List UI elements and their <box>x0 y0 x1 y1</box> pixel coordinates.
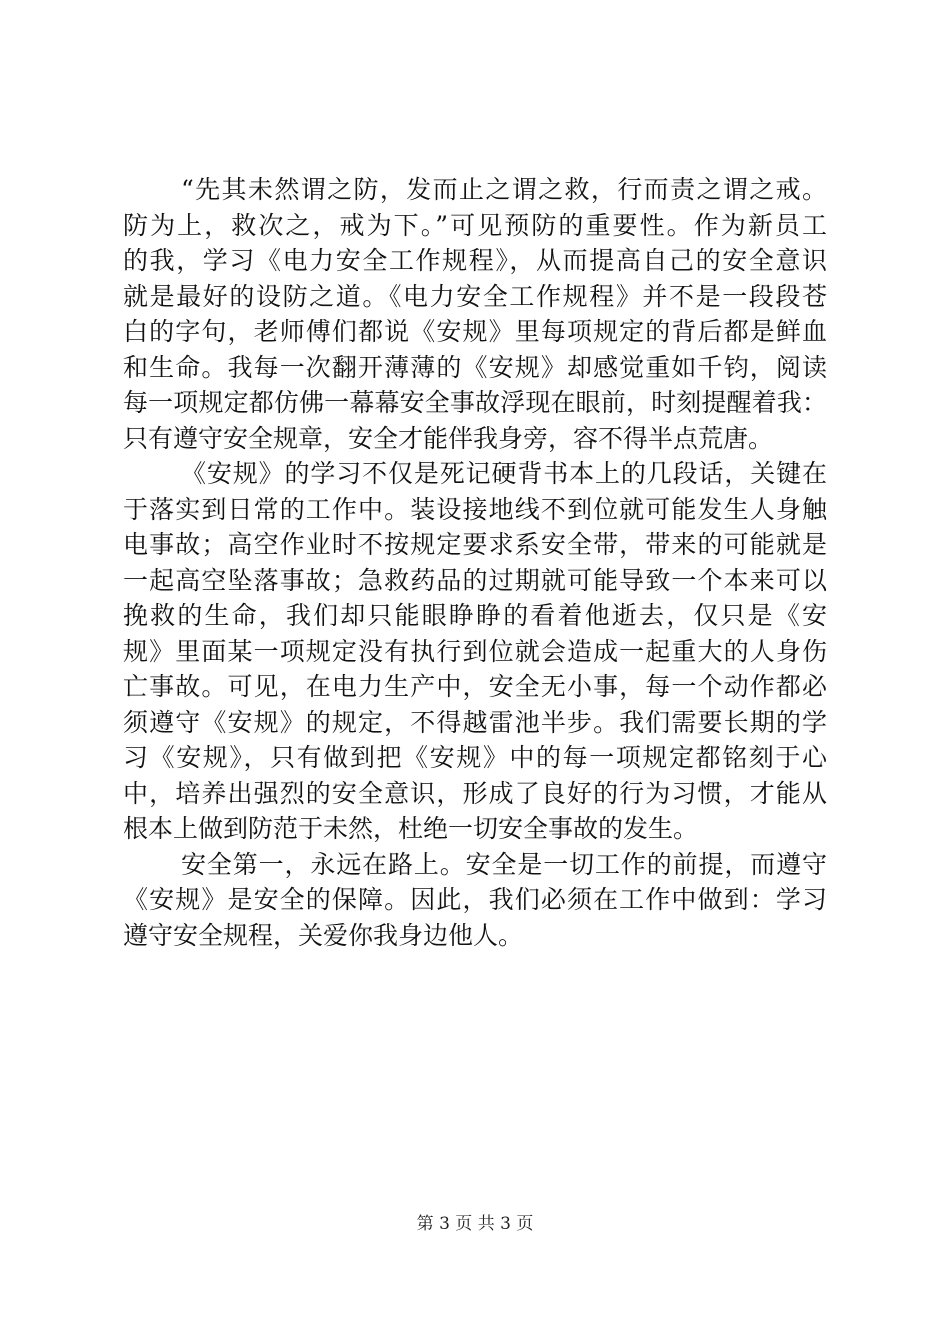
text-line: 每一项规定都仿佛一幕幕安全事故浮现在眼前，时刻提醒着我： <box>123 388 827 417</box>
text-line: 安全第一，永远在路上。安全是一切工作的前提，而遵守 <box>181 849 827 879</box>
text-line: 中，培养出强烈的安全意识，形成了良好的行为习惯，才能从 <box>123 778 827 808</box>
text-line: 规》里面某一项规定没有执行到位就会造成一起重大的人身伤 <box>123 636 827 666</box>
text-line: 《安规》的学习不仅是死记硬背书本上的几段话，关键在 <box>181 459 827 488</box>
text-line: 的我，学习《电力安全工作规程》，从而提高自己的安全意识 <box>123 246 827 275</box>
text-line: 白的字句，老师傅们都说《安规》里每项规定的背后都是鲜血 <box>123 317 827 346</box>
paragraph-3 <box>123 847 827 954</box>
document-body <box>123 172 827 953</box>
text-line: 遵守安全规程，关爱你我身边他人。 <box>123 920 524 950</box>
page-footer <box>0 1212 950 1236</box>
text-line: 于落实到日常的工作中。装设接地线不到位就可能发生人身触 <box>123 494 827 524</box>
text-line: 防为上，救次之，戒为下。”可见预防的重要性。作为新员工 <box>123 210 827 240</box>
text-line: 根本上做到防范于未然，杜绝一切安全事故的发生。 <box>123 814 699 843</box>
text-line: 就是最好的设防之道。《电力安全工作规程》并不是一段段苍 <box>123 281 827 311</box>
text-line: “先其未然谓之防，发而止之谓之救，行而责之谓之戒。 <box>181 175 827 204</box>
text-line: 和生命。我每一次翻开薄薄的《安规》却感觉重如千钧，阅读 <box>123 352 827 382</box>
paragraph-1 <box>123 172 827 456</box>
text-line: 挽救的生命，我们却只能眼睁睁的看着他逝去，仅只是《安 <box>123 601 827 630</box>
text-line: 亡事故。可见，在电力生产中，安全无小事，每一个动作都必 <box>123 672 827 701</box>
paragraph-2 <box>123 456 827 847</box>
text-line: 电事故；高空作业时不按规定要求系安全带，带来的可能就是 <box>123 530 827 559</box>
text-line: 习《安规》，只有做到把《安规》中的每一项规定都铭刻于心 <box>123 743 827 772</box>
text-line: 一起高空坠落事故；急救药品的过期就可能导致一个本来可以 <box>123 565 827 595</box>
text-line: 须遵守《安规》的规定，不得越雷池半步。我们需要长期的学 <box>123 707 827 737</box>
page-number-label: 第 3 页 共 3 页 <box>416 1214 534 1234</box>
text-line: 《安规》是安全的保障。因此，我们必须在工作中做到：学习 <box>123 885 827 914</box>
text-line: 只有遵守安全规章，安全才能伴我身旁，容不得半点荒唐。 <box>123 423 774 453</box>
